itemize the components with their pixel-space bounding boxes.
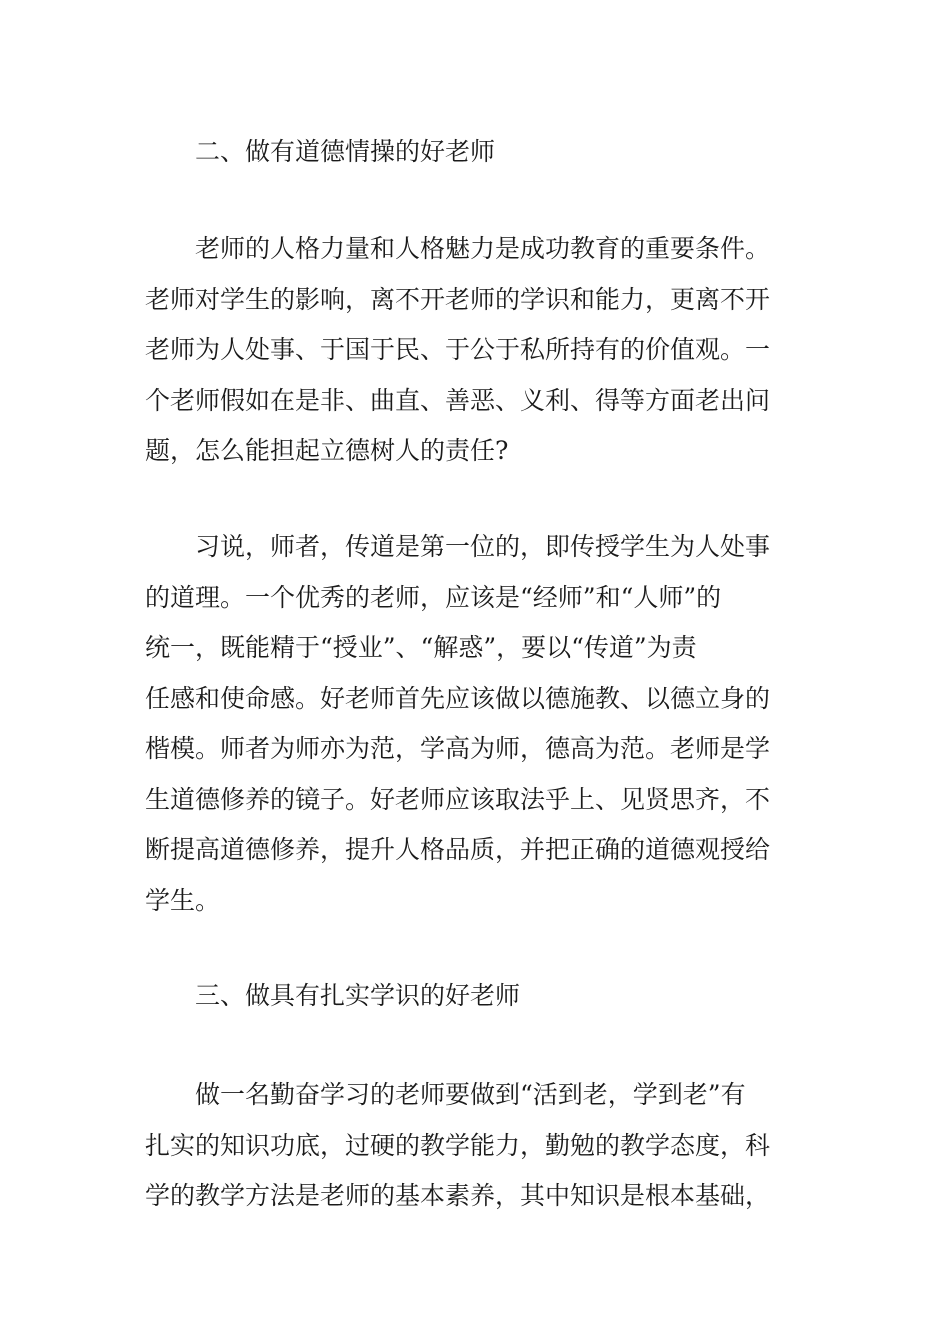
- text-line: 做一名勤奋学习的老师要做到“活到老，学到老”有: [195, 1080, 746, 1109]
- paragraph-transmit-way: [145, 522, 810, 926]
- text-line: 的道理。一个优秀的老师，应该是“经师”和“人师”的: [145, 582, 722, 612]
- text-line: 扎实的知识功底，过硬的教学能力，勤勉的教学态度，科: [145, 1130, 771, 1160]
- paragraph-lifelong-learning: [145, 1070, 810, 1222]
- text-line: 楷模。师者为师亦为范，学高为师，德高为范。老师是学: [145, 734, 771, 763]
- text-line: 老师为人处事、于国于民、于公于私所持有的价值观。一: [145, 335, 771, 364]
- text-line: 老师对学生的影响，离不开老师的学识和能力，更离不开: [145, 284, 771, 314]
- text-line: 个老师假如在是非、曲直、善恶、义利、得等方面老出问: [145, 385, 771, 415]
- text-line: 题，怎么能担起立德树人的责任?: [145, 436, 509, 465]
- text-line: 老师的人格力量和人格魅力是成功教育的重要条件。: [195, 234, 771, 263]
- text-line: 习说，师者，传道是第一位的，即传授学生为人处事: [195, 532, 771, 561]
- section-heading-moral: 二、做有道德情操的好老师: [195, 137, 496, 166]
- text-line: 断提高道德修养，提升人格品质，并把正确的道德观授给: [145, 835, 771, 864]
- text-line: 学生。: [145, 885, 221, 915]
- paragraph-teacher-personality: [145, 224, 810, 477]
- text-line: 统一，既能精于“授业”、“解惑”，要以“传道”为责: [145, 633, 697, 662]
- section-heading-knowledge: 三、做具有扎实学识的好老师: [195, 981, 521, 1010]
- text-line: 任感和使命感。好老师首先应该做以德施教、以德立身的: [145, 683, 771, 713]
- text-line: 学的教学方法是老师的基本素养，其中知识是根本基础，: [145, 1181, 771, 1210]
- text-line: 生道德修养的镜子。好老师应该取法乎上、见贤思齐，不: [145, 784, 771, 814]
